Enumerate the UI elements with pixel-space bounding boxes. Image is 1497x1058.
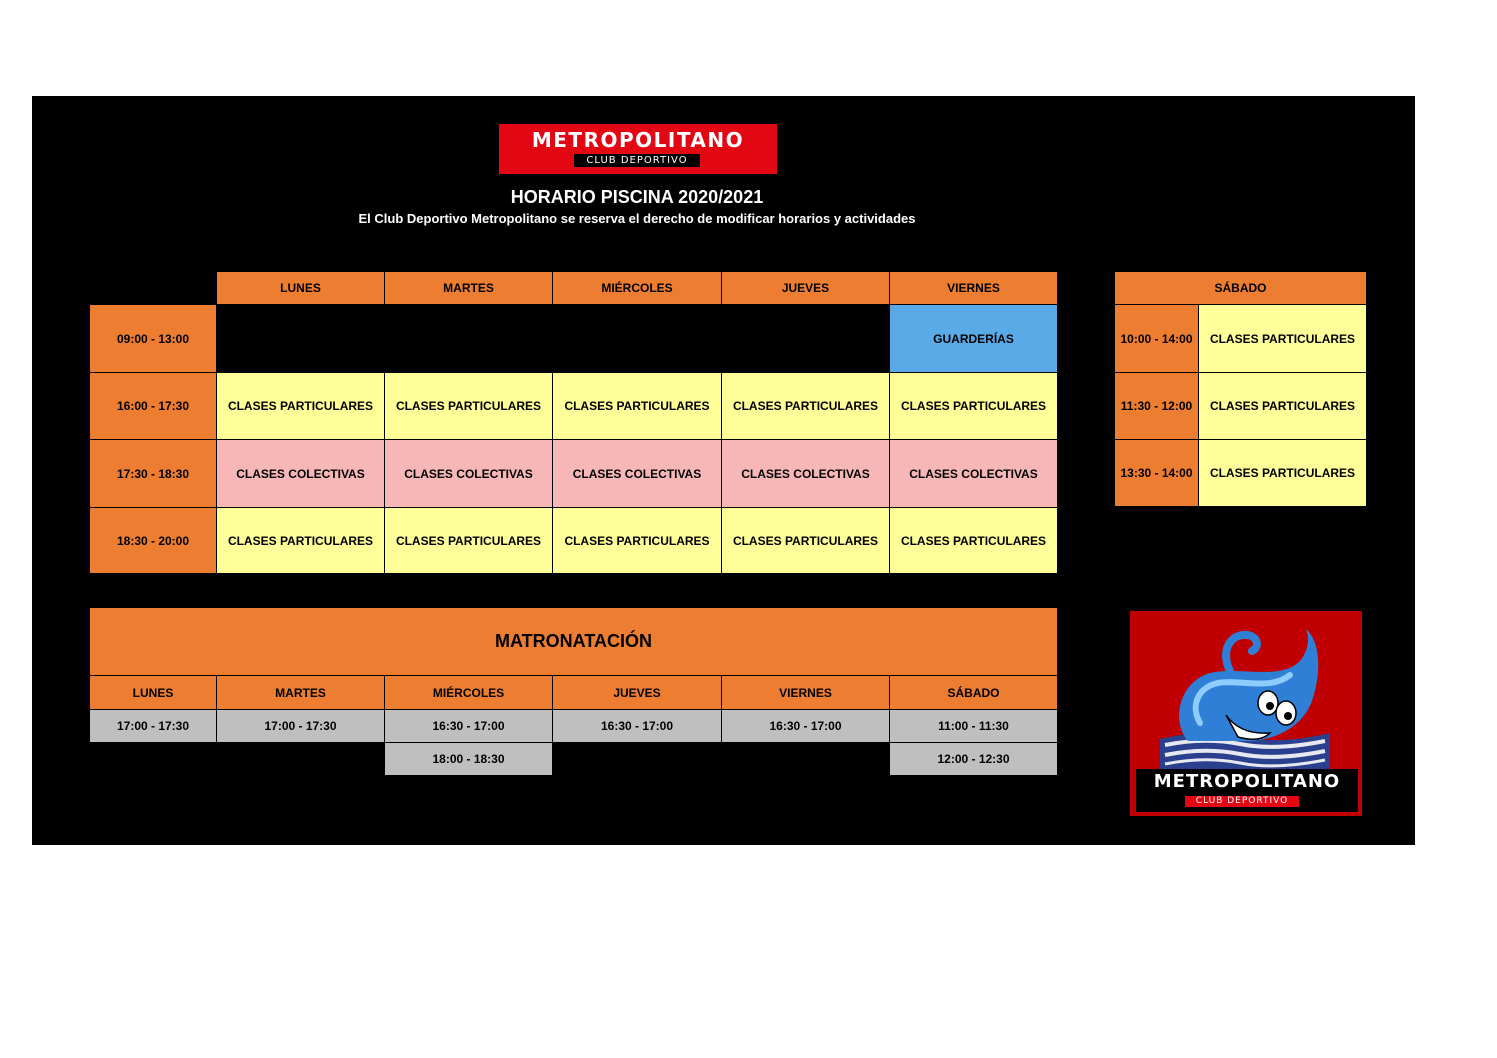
saturday-header: SÁBADO bbox=[1114, 271, 1367, 305]
activity-cell: CLASES COLECTIVAS bbox=[721, 439, 890, 508]
weekday-header-miercoles: MIÉRCOLES bbox=[552, 271, 722, 305]
saturday-activity: CLASES PARTICULARES bbox=[1198, 304, 1367, 373]
weekday-header-lunes: LUNES bbox=[216, 271, 385, 305]
activity-cell: CLASES PARTICULARES bbox=[721, 507, 890, 574]
time-slot: 17:30 - 18:30 bbox=[89, 439, 217, 508]
page-title: HORARIO PISCINA 2020/2021 bbox=[510, 187, 764, 207]
activity-cell: CLASES COLECTIVAS bbox=[889, 439, 1058, 508]
matro-time: 17:00 - 17:30 bbox=[216, 709, 385, 743]
matro-header-lunes: LUNES bbox=[89, 675, 217, 710]
activity-cell: CLASES COLECTIVAS bbox=[384, 439, 553, 508]
activity-guarderias: GUARDERÍAS bbox=[889, 304, 1058, 373]
matro-header-miercoles: MIÉRCOLES bbox=[384, 675, 553, 710]
activity-cell: CLASES PARTICULARES bbox=[384, 507, 553, 574]
saturday-activity: CLASES PARTICULARES bbox=[1198, 439, 1367, 507]
activity-cell: CLASES PARTICULARES bbox=[216, 372, 385, 440]
matro-header-sabado: SÁBADO bbox=[889, 675, 1058, 710]
matro-time: 11:00 - 11:30 bbox=[889, 709, 1058, 743]
saturday-time-slot: 10:00 - 14:00 bbox=[1114, 304, 1199, 373]
activity-cell: CLASES COLECTIVAS bbox=[216, 439, 385, 508]
matronatacion-title: MATRONATACIÓN bbox=[89, 607, 1058, 676]
activity-cell: CLASES PARTICULARES bbox=[889, 507, 1058, 574]
mascot-wordmark: METROPOLITANO bbox=[1153, 771, 1341, 792]
activity-cell: CLASES PARTICULARES bbox=[721, 372, 890, 440]
matro-time: 18:00 - 18:30 bbox=[384, 742, 553, 776]
matro-header-martes: MARTES bbox=[216, 675, 385, 710]
matro-time: 16:30 - 17:00 bbox=[384, 709, 553, 743]
matro-header-jueves: JUEVES bbox=[552, 675, 722, 710]
activity-cell: CLASES PARTICULARES bbox=[216, 507, 385, 574]
matro-time: 16:30 - 17:00 bbox=[552, 709, 722, 743]
mascot-subtitle: CLUB DEPORTIVO bbox=[1185, 796, 1299, 807]
page-subtitle: El Club Deportivo Metropolitano se reserva el derecho de modificar horarios y actividades bbox=[358, 211, 916, 226]
matro-time: 17:00 - 17:30 bbox=[89, 709, 217, 743]
mascot-logo bbox=[1130, 611, 1362, 816]
matro-header-viernes: VIERNES bbox=[721, 675, 890, 710]
logo-subtitle: CLUB DEPORTIVO bbox=[574, 154, 700, 167]
activity-cell: CLASES PARTICULARES bbox=[384, 372, 553, 440]
weekday-header-viernes: VIERNES bbox=[889, 271, 1058, 305]
matro-time: 16:30 - 17:00 bbox=[721, 709, 890, 743]
weekday-header-jueves: JUEVES bbox=[721, 271, 890, 305]
saturday-time-slot: 11:30 - 12:00 bbox=[1114, 372, 1199, 440]
matro-time: 12:00 - 12:30 bbox=[889, 742, 1058, 776]
time-slot: 18:30 - 20:00 bbox=[89, 507, 217, 574]
time-slot: 09:00 - 13:00 bbox=[89, 304, 217, 373]
activity-cell: CLASES PARTICULARES bbox=[552, 372, 722, 440]
activity-cell: CLASES PARTICULARES bbox=[552, 507, 722, 574]
activity-cell: CLASES PARTICULARES bbox=[889, 372, 1058, 440]
logo-wordmark: METROPOLITANO bbox=[531, 128, 745, 152]
club-logo bbox=[499, 124, 777, 174]
activity-cell: CLASES COLECTIVAS bbox=[552, 439, 722, 508]
weekday-header-martes: MARTES bbox=[384, 271, 553, 305]
time-slot: 16:00 - 17:30 bbox=[89, 372, 217, 440]
saturday-time-slot: 13:30 - 14:00 bbox=[1114, 439, 1199, 507]
saturday-activity: CLASES PARTICULARES bbox=[1198, 372, 1367, 440]
